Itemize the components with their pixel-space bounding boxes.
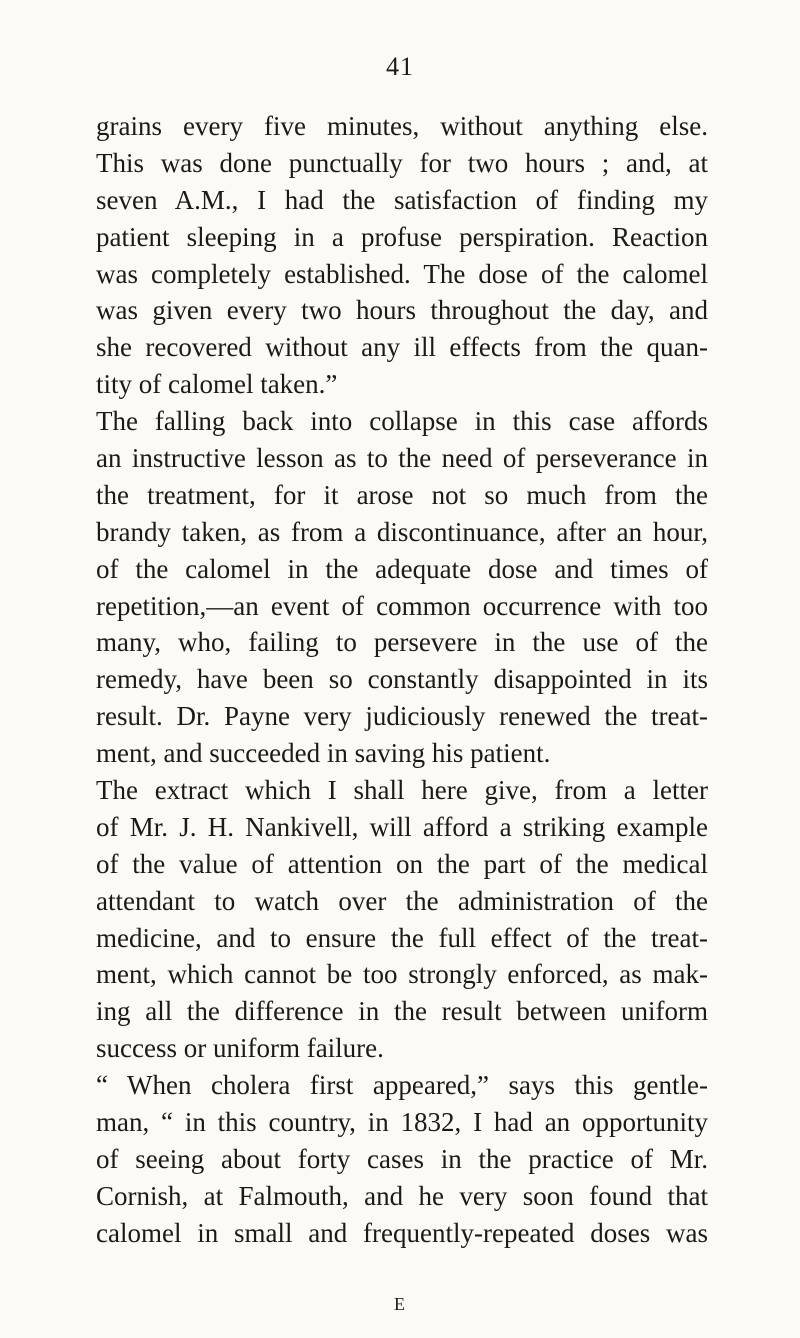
text-line: result. Dr. Payne very judiciously renewed the treat- <box>96 701 708 732</box>
text-line: repetition,—an event of common occurrence with too <box>96 590 708 621</box>
text-line: remedy, have been so constantly disappointed in its <box>96 664 708 695</box>
text-line: success or uniform failure. <box>96 1033 384 1064</box>
page-number: 41 <box>386 52 414 81</box>
text-line: many, who, failing to persevere in the use of the <box>96 627 708 658</box>
text-line: she recovered without any ill effects from the quan- <box>96 332 708 363</box>
text-line: brandy taken, as from a discontinuance, after an hour, <box>96 516 708 547</box>
text-line: of seeing about forty cases in the practice of Mr. <box>96 1143 708 1174</box>
text-line: seven A.M., I had the satisfaction of finding my <box>96 184 708 215</box>
text-line: an instructive lesson as to the need of perseverance in <box>96 443 708 474</box>
signature-mark: E <box>394 1294 406 1314</box>
text-line: was given every two hours throughout the day, and <box>96 295 708 326</box>
text-line: medicine, and to ensure the full effect of the treat- <box>96 922 708 953</box>
text-line: of Mr. J. H. Nankivell, will afford a striking example <box>96 811 708 842</box>
text-line: grains every five minutes, without anything else. <box>96 111 708 141</box>
body-text <box>96 108 708 1252</box>
text-line: attendant to watch over the administration of the <box>96 885 708 916</box>
text-line: Cornish, at Falmouth, and he very soon found that <box>96 1180 708 1211</box>
text-line: of the value of attention on the part of the medical <box>96 848 708 879</box>
text-line: ment, and succeeded in saving his patient. <box>96 738 551 769</box>
text-line: the treatment, for it arose not so much from the <box>96 479 708 510</box>
text-line: ing all the difference in the result between uniform <box>96 996 708 1027</box>
text-line: This was done punctually for two hours ; and, at <box>96 147 708 178</box>
text-line: The falling back into collapse in this case affords <box>96 406 708 437</box>
text-line: man, “ in this country, in 1832, I had an opportunity <box>96 1107 708 1138</box>
text-line: ment, which cannot be too strongly enforced, as mak- <box>96 959 708 990</box>
text-line: of the calomel in the adequate dose and times of <box>96 553 708 584</box>
text-line: The extract which I shall here give, from a letter <box>96 775 708 806</box>
text-line: tity of calomel taken.” <box>96 369 338 400</box>
text-line: calomel in small and frequently-repeated doses was <box>96 1217 708 1248</box>
text-line: was completely established. The dose of the calomel <box>96 258 708 289</box>
text-line: “ When cholera first appeared,” says this gentle- <box>96 1070 708 1101</box>
text-line: patient sleeping in a profuse perspiration. Reaction <box>96 221 708 252</box>
